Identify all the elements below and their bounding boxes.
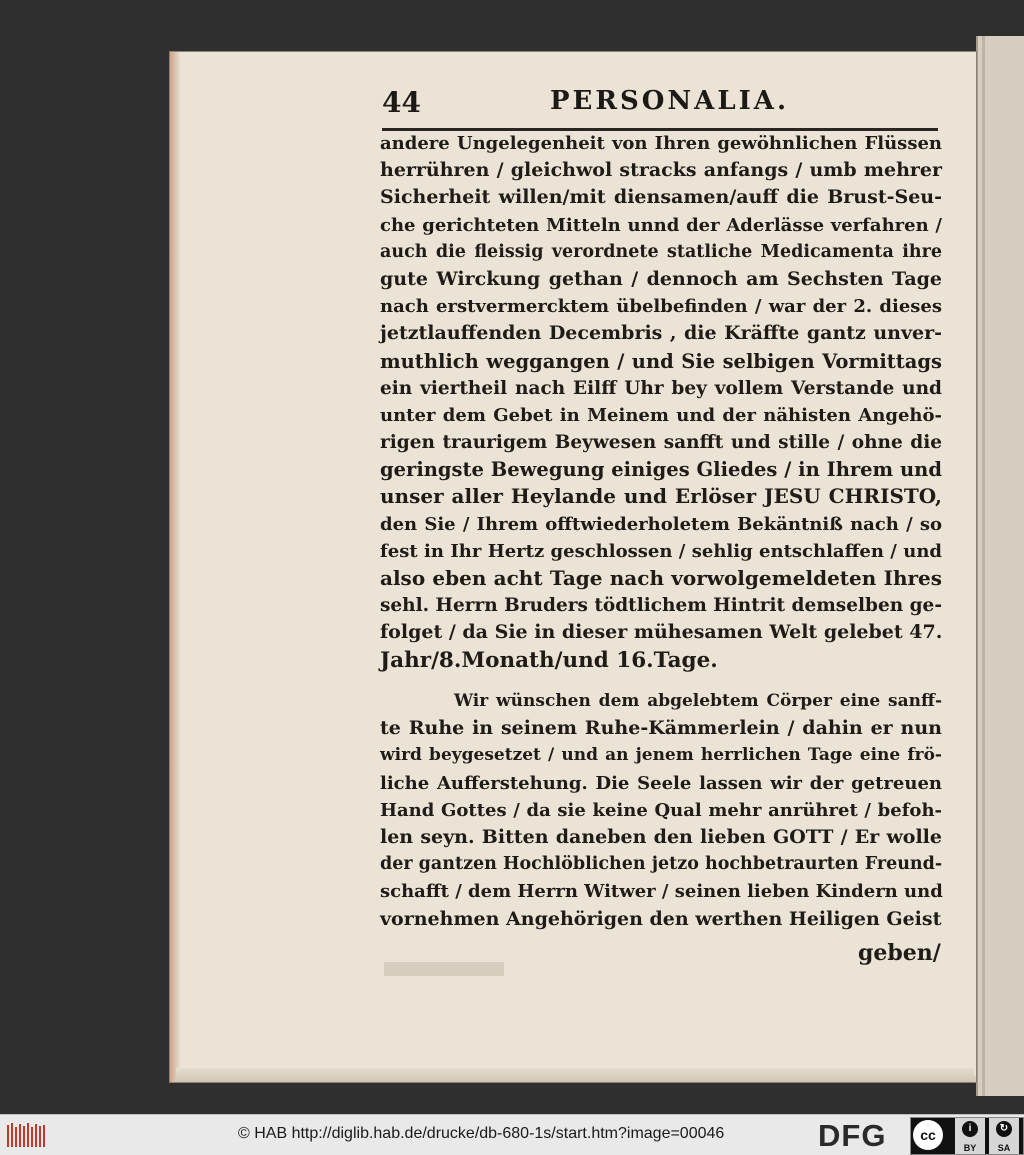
text-line: den Sie / Ihrem offtwiederholetem Bekäntniß nach / so xyxy=(380,513,942,535)
source-url-text[interactable]: © HAB http://diglib.hab.de/drucke/db-680-1s/start.htm?image=00046 xyxy=(238,1125,725,1142)
paragraph-1 xyxy=(380,130,942,674)
cc-sa-icon: ↻ SA xyxy=(989,1118,1019,1154)
running-title: PERSONALIA. xyxy=(550,86,790,116)
text-line: unser aller Heylande und Erlöser JESU CHRISTO, xyxy=(380,484,942,509)
text-line: muthlich weggangen / und Sie selbigen Vormittags xyxy=(380,349,942,373)
text-line: nach erstvermercktem übelbefinden / war der 2. dieses xyxy=(380,296,942,318)
page-bottom-edge xyxy=(176,1068,974,1082)
text-line: also eben acht Tage nach vorwolgemeldeten Ihres xyxy=(380,566,942,590)
text-line: fest in Ihr Hertz geschlossen / sehlig entschlaffen / und xyxy=(380,540,942,562)
cc-license-badge[interactable] xyxy=(910,1117,1024,1155)
cc-icon: cc xyxy=(913,1120,943,1150)
text-line: jetztlauffenden Decembris , die Kräffte gantz unver- xyxy=(380,322,942,345)
text-line: Sicherheit willen/mit diensamen/auff die Brust-Seu- xyxy=(380,186,942,209)
page-number: 44 xyxy=(382,86,421,119)
text-line: Wir wünschen dem abgelebtem Cörper eine sanff- xyxy=(454,691,942,711)
text-line: herrühren / gleichwol stracks anfangs / umb mehrer xyxy=(380,159,942,182)
text-line: len seyn. Bitten daneben den lieben GOTT / Er wolle xyxy=(380,825,942,848)
text-line: unter dem Gebet in Meinem und der nähisten Angehö- xyxy=(380,404,942,426)
text-line: liche Aufferstehung. Die Seele lassen wir der getreuen xyxy=(380,772,942,794)
text-line: schafft / dem Herrn Witwer / seinen lieben Kindern und xyxy=(380,881,943,903)
adjacent-page-edge xyxy=(976,36,1024,1096)
text-line: te Ruhe in seinem Ruhe-Kämmerlein / dahin er nun xyxy=(380,717,942,740)
text-line: andere Ungelegenheit von Ihren gewöhnlichen Flüssen xyxy=(380,133,942,154)
text-line: ein viertheil nach Eilff Uhr bey vollem Verstande und xyxy=(380,377,942,399)
text-line: rigen traurigem Beywesen sanfft und stille / ohne die xyxy=(380,432,942,454)
catchword: geben/ xyxy=(858,940,941,966)
text-line: folget / da Sie in dieser mühesamen Welt gelebet 47. xyxy=(380,621,943,644)
text-line: sehl. Herrn Bruders tödtlichem Hintrit demselben ge- xyxy=(380,595,942,617)
text-line: Hand Gottes / da sie keine Qual mehr anrühret / befoh- xyxy=(380,799,942,821)
text-line: vornehmen Angehörigen den werthen Heiligen Geist xyxy=(380,907,942,930)
ink-bleed xyxy=(384,962,504,976)
text-line: gute Wirckung gethan / dennoch am Sechsten Tage xyxy=(380,267,942,290)
page-header xyxy=(382,86,942,122)
paragraph-2 xyxy=(380,688,942,933)
text-line: che gerichteten Mitteln unnd der Aderlässe verfahren / xyxy=(380,214,942,236)
dfg-logo: DFG xyxy=(818,1118,887,1153)
cc-by-icon: i BY xyxy=(955,1118,985,1154)
text-line: auch die fleissig verordnete statliche Medicamenta ihre xyxy=(380,241,942,262)
text-line: wird beygesetzet / und an jenem herrlichen Tage eine frö- xyxy=(380,745,942,766)
page-binding-edge xyxy=(170,52,180,1082)
footer-bar xyxy=(0,1114,1024,1155)
text-line: der gantzen Hochlöblichen jetzo hochbetraurten Freund- xyxy=(380,854,943,875)
hab-logo-icon xyxy=(6,1121,48,1149)
text-line: geringste Bewegung einiges Gliedes / in Ihrem und xyxy=(380,458,942,482)
text-line: Jahr/8.Monath/und 16.Tage. xyxy=(380,647,718,673)
